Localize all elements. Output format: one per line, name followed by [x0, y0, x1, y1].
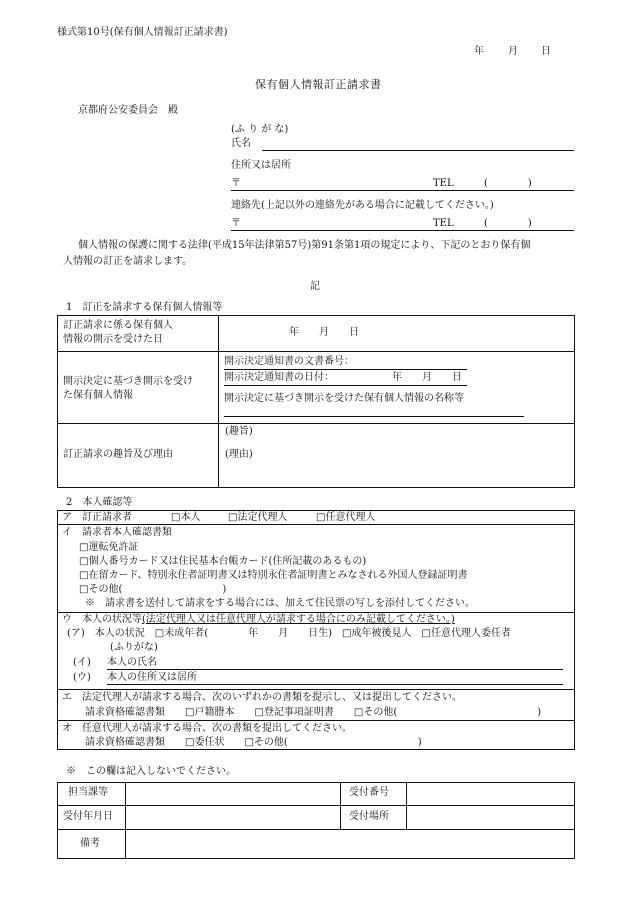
date-year-label: 年: [474, 46, 484, 57]
id-note: ※ 請求書を送付して請求をする場合には、加えて住民票の写しを添付してください。: [85, 598, 475, 609]
row2-info-name-line[interactable]: [224, 416, 524, 417]
postal-mark-2: 〒: [231, 218, 241, 229]
row2-doc-no: 開示決定通知書の文書番号：: [224, 356, 354, 367]
row2-label-1: 開示決定に基づき開示を受け: [63, 376, 193, 387]
office-receipt-place-label: 受付場所: [349, 811, 389, 822]
principal-furigana: (ふりがな): [110, 642, 158, 653]
office-remarks-label: 備考: [80, 838, 100, 849]
section1-row-sep-1: [57, 351, 575, 352]
row3-purpose[interactable]: (趣旨): [225, 426, 253, 437]
principal-name-prefix: (イ): [73, 657, 91, 668]
office-note: ※ この欄は記入しないでください。: [66, 766, 236, 777]
addressee: 京都府公安委員会 殿: [78, 105, 178, 116]
office-sep-1: [57, 805, 575, 806]
row2-doc-no-line[interactable]: [224, 369, 467, 370]
voluntary-agent-docs[interactable]: 請求資格確認書類 □委任状 □その他( ): [85, 737, 422, 748]
tel-label-2: TEL: [433, 218, 454, 229]
row3-reason[interactable]: (理由): [225, 449, 253, 460]
office-receipt-no-label: 受付番号: [349, 787, 389, 798]
row3-label: 訂正請求の趣旨及び理由: [63, 449, 173, 460]
section2-sep-e: [57, 720, 575, 721]
id-other-checkbox[interactable]: □その他( ): [79, 584, 227, 595]
tel-paren-2: ( ): [484, 218, 532, 229]
row2-info-name: 開示決定に基づき開示を受けた保有個人情報の名称等: [224, 393, 464, 404]
principal-address-prefix: (ウ): [73, 672, 91, 683]
office-divider-2: [340, 782, 341, 829]
requester-voluntary-agent-checkbox[interactable]: □任意代理人: [316, 512, 376, 523]
id-mynumber-checkbox[interactable]: □個人番号カード又は住民基本台帳カード(住所記載のあるもの): [79, 556, 367, 567]
id-license-checkbox[interactable]: □運転免許証: [79, 542, 139, 553]
requester-self-checkbox[interactable]: □本人: [171, 512, 201, 523]
form-number: 様式第10号(保有個人情報訂正請求書): [57, 27, 228, 38]
row1-label-1: 訂正請求に係る保有個人: [63, 320, 173, 331]
section2-sep-i: [57, 612, 575, 613]
postal-mark: 〒: [231, 178, 241, 189]
tel-paren: ( ): [484, 178, 532, 189]
legal-agent-label: エ 法定代理人が請求する場合、次のいずれかの書類を提示し、又は提出してください。: [62, 692, 462, 703]
furigana-label: (ふ り が な): [231, 124, 289, 135]
office-receipt-date-label: 受付年月日: [63, 811, 113, 822]
id-residence-card-checkbox[interactable]: □在留カード、特別永住者証明書又は特別永住者証明書とみなされる外国人登録証明書: [79, 570, 468, 581]
date-day-label: 日: [541, 46, 551, 57]
contact-field-line[interactable]: [231, 230, 574, 231]
ki-label: 記: [310, 281, 320, 292]
id-docs-label: イ 請求者本人確認書類: [62, 527, 172, 538]
row2-doc-date-ymd[interactable]: 年 月 日: [392, 372, 462, 383]
section1-divider: [218, 315, 219, 488]
section2-sep-u: [57, 689, 575, 690]
intro-line-1: 個人情報の保護に関する法律(平成15年法律第57号)第91条第1項の規定により、下記のとおり保有個: [78, 240, 531, 251]
contact-label: 連絡先(上記以外の連絡先がある場合に記載してください。): [231, 200, 494, 211]
principal-address-line[interactable]: [107, 684, 563, 685]
row1-label-2: 情報の開示を受けた日: [63, 334, 163, 345]
row2-doc-date-line: [224, 385, 467, 386]
office-sep-2: [57, 829, 575, 830]
address-label: 住所又は居所: [231, 160, 291, 171]
legal-agent-docs[interactable]: 請求資格確認書類 □戸籍謄本 □登記事項証明書 □その他( ): [85, 707, 542, 718]
name-field-line[interactable]: [262, 150, 574, 151]
document-title: 保有個人情報訂正請求書: [255, 78, 382, 91]
row1-date[interactable]: 年 月 日: [289, 327, 359, 338]
name-label: 氏名: [231, 138, 251, 149]
office-divider-3: [406, 782, 407, 829]
section1-heading: 1 訂正を請求する保有個人情報等: [66, 302, 223, 313]
principal-name-line[interactable]: [107, 669, 563, 670]
row2-label-2: た保有個人情報: [63, 390, 133, 401]
principal-address-label: 本人の住所又は居所: [107, 672, 197, 683]
intro-line-2: 人情報の訂正を請求します。: [63, 256, 193, 267]
voluntary-agent-label: オ 任意代理人が請求する場合、次の書類を提出してください。: [62, 723, 352, 734]
requester-legal-agent-checkbox[interactable]: □法定代理人: [228, 512, 288, 523]
office-divider-1: [125, 782, 126, 859]
principal-status-row[interactable]: (ア) 本人の状況 □未成年者( 年 月 日生) □成年被後見人 □任意代理人委任者: [67, 628, 511, 639]
requester-label: ア 訂正請求者: [62, 512, 132, 523]
office-staff-label: 担当課等: [68, 787, 108, 798]
tel-label: TEL: [433, 178, 454, 189]
office-table: [57, 782, 575, 859]
address-field-line[interactable]: [231, 190, 574, 191]
principal-status-label-pre: ウ 本人の状況等: [62, 614, 142, 625]
section2-heading: 2 本人確認等: [66, 497, 133, 508]
principal-name-label: 本人の氏名: [107, 657, 157, 668]
row2-doc-date: 開示決定通知書の日付：: [224, 372, 334, 383]
date-month-label: 月: [508, 46, 518, 57]
principal-status-label: [62, 614, 455, 627]
principal-status-label-note: (法定代理人又は任意代理人が請求する場合にのみ記載してください。): [142, 614, 455, 625]
section1-row-sep-2: [57, 423, 575, 424]
